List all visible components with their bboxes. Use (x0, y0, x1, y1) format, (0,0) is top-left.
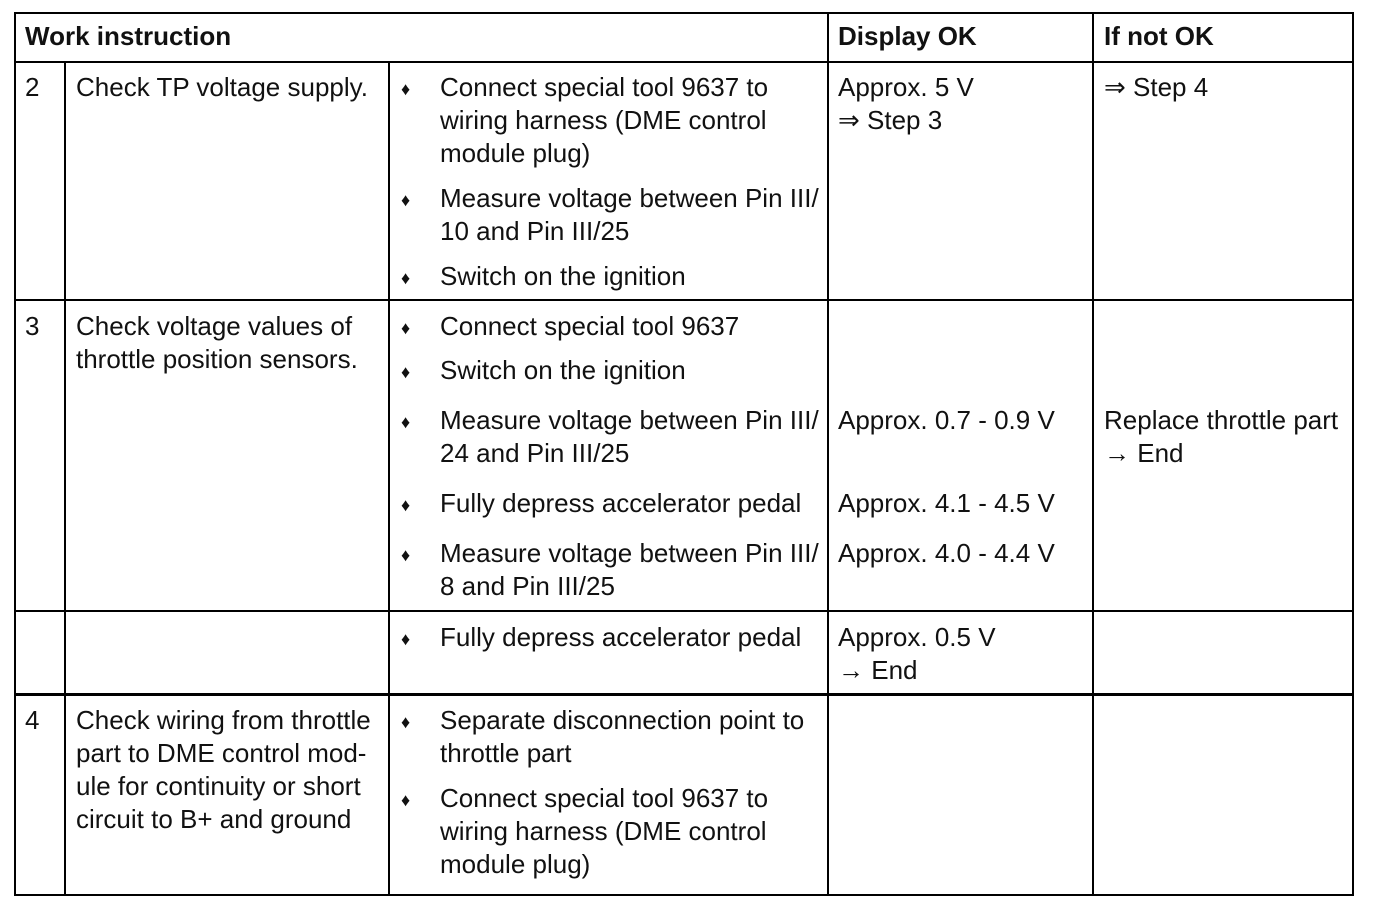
bullet-icon: ♦ (401, 629, 411, 649)
display-ok-value: Approx. 0.7 - 0.9 V (838, 405, 1055, 435)
instruction-item: Connect special tool 9637 to wiring harness (DME control module plug) (440, 72, 769, 168)
header-work-instruction: Work instruction (25, 21, 232, 51)
display-ok-value: Approx. 4.0 - 4.4 V (838, 538, 1055, 568)
display-ok-value: Approx. 0.5 V → End (838, 622, 996, 685)
instruction-item: Measure voltage between Pin III/ 10 and Pin III/25 (440, 183, 819, 246)
display-ok-value: Approx. 4.1 - 4.5 V (838, 488, 1055, 518)
column-divider (827, 12, 829, 896)
bullet-icon: ♦ (401, 790, 411, 810)
bullet-icon: ♦ (401, 495, 411, 515)
instruction-item: Fully depress accelerator pedal (440, 622, 802, 652)
bullet-icon: ♦ (401, 545, 411, 565)
instruction-item: Switch on the ignition (440, 355, 686, 385)
step-number: 2 (25, 72, 40, 102)
bullet-icon: ♦ (401, 412, 411, 432)
row-divider (14, 299, 1354, 301)
bullet-icon: ♦ (401, 268, 411, 288)
header-divider (14, 61, 1354, 63)
display-ok-value: Approx. 5 V ⇒ Step 3 (838, 72, 974, 135)
instruction-item: Connect special tool 9637 to wiring harness (DME control module plug) (440, 783, 769, 879)
bullet-icon: ♦ (401, 190, 411, 210)
header-if-not-ok: If not OK (1104, 21, 1214, 51)
if-not-ok-value: Replace throttle part → End (1104, 405, 1339, 468)
row-divider (14, 693, 1354, 696)
step-description: Check TP voltage supply. (76, 72, 368, 102)
header-display-ok: Display OK (838, 21, 977, 51)
instruction-item: Switch on the ignition (440, 261, 686, 291)
instruction-item: Measure voltage between Pin III/ 8 and Pin III/25 (440, 538, 819, 601)
column-divider (1092, 12, 1094, 896)
column-divider (388, 61, 390, 896)
instruction-item: Fully depress accelerator pedal (440, 488, 802, 518)
if-not-ok-value: ⇒ Step 4 (1104, 72, 1209, 102)
instruction-item: Connect special tool 9637 (440, 311, 740, 341)
bullet-icon: ♦ (401, 362, 411, 382)
bullet-icon: ♦ (401, 712, 411, 732)
step-number: 4 (25, 705, 40, 735)
column-divider (64, 61, 66, 896)
row-divider (14, 610, 1354, 612)
step-description: Check voltage values of throttle position sensors. (76, 311, 358, 374)
step-description: Check wiring from throttle part to DME control mod- ule for continuity or short circuit to B+ and ground (76, 705, 371, 834)
bullet-icon: ♦ (401, 318, 411, 338)
bullet-icon: ♦ (401, 79, 411, 99)
step-number: 3 (25, 311, 40, 341)
instruction-item: Measure voltage between Pin III/ 24 and Pin III/25 (440, 405, 819, 468)
instruction-item: Separate disconnection point to throttle part (440, 705, 805, 768)
